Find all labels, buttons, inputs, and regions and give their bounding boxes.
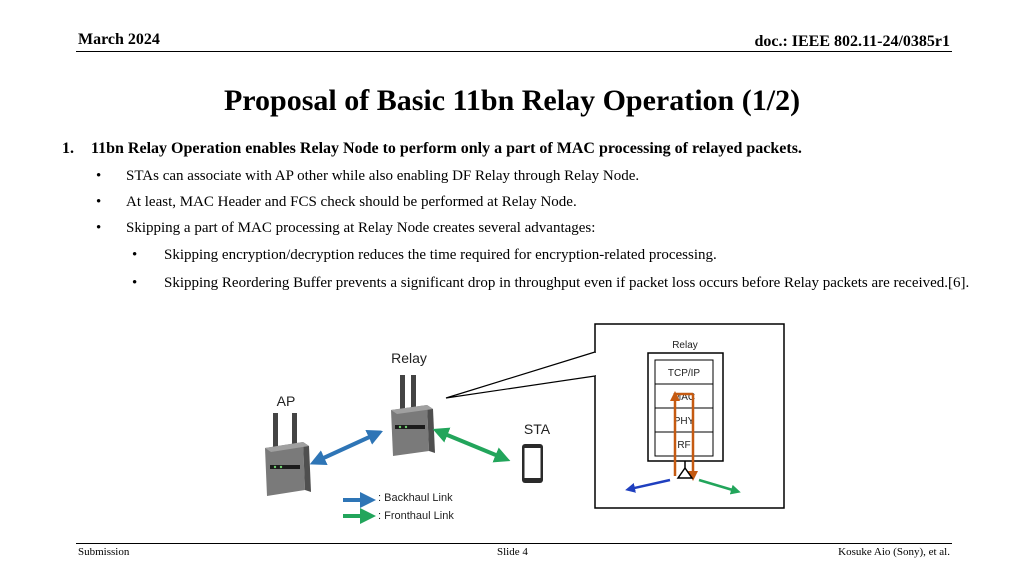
sta-label: STA	[523, 421, 551, 437]
backhaul-link-arrow	[317, 434, 376, 461]
sub-sub-point-text: Skipping Reordering Buffer prevents a significant drop in throughput even if packet loss occurs before Relay packets are received.[6].	[164, 275, 970, 291]
relay-router-icon	[391, 375, 435, 456]
sub-sub-point-text: Skipping encryption/decryption reduces the time required for encryption-related processing.	[164, 247, 717, 263]
ap-label: AP	[276, 393, 296, 409]
stack-title: Relay	[672, 340, 698, 351]
stack-layer-mac: MAC	[672, 392, 696, 403]
main-point-text: 11bn Relay Operation enables Relay Node to perform only a part of MAC processing of relayed packets.	[91, 140, 802, 157]
sub-point-text: STAs can associate with AP other while also enabling DF Relay through Relay Node.	[126, 168, 640, 184]
relay-protocol-stack	[648, 340, 723, 461]
footer-submission: Submission	[78, 546, 130, 558]
main-point-number: 1.	[62, 140, 74, 157]
sub-point-text: At least, MAC Header and FCS check should be performed at Relay Node.	[126, 194, 577, 210]
stack-layer-phy: PHY	[673, 416, 695, 427]
relay-label: Relay	[391, 350, 427, 366]
footer-slide-number: Slide 4	[497, 546, 528, 558]
stack-layer-rf: RF	[677, 440, 691, 451]
bullet: •	[96, 194, 102, 210]
footer-divider	[76, 543, 952, 544]
bullet: •	[96, 220, 102, 236]
bullet: •	[132, 247, 138, 263]
header-doc-id: doc.: IEEE 802.11-24/0385r1	[754, 33, 950, 50]
ap-router-icon	[265, 413, 311, 496]
fronthaul-link-arrow	[440, 432, 503, 458]
sta-phone-icon	[522, 444, 543, 483]
bullet: •	[132, 275, 138, 291]
sub-point-text: Skipping a part of MAC processing at Relay Node creates several advantages:	[126, 220, 596, 236]
footer-author: Kosuke Aio (Sony), et al.	[838, 546, 950, 558]
header-date: March 2024	[78, 31, 160, 48]
legend-fronthaul-label: : Fronthaul Link	[378, 510, 454, 522]
relay-callout	[446, 324, 784, 508]
bullet: •	[96, 168, 102, 184]
legend-backhaul-label: : Backhaul Link	[378, 492, 453, 504]
slide-title: Proposal of Basic 11bn Relay Operation (1/2)	[223, 84, 801, 117]
stack-layer-tcpip: TCP/IP	[667, 368, 701, 379]
